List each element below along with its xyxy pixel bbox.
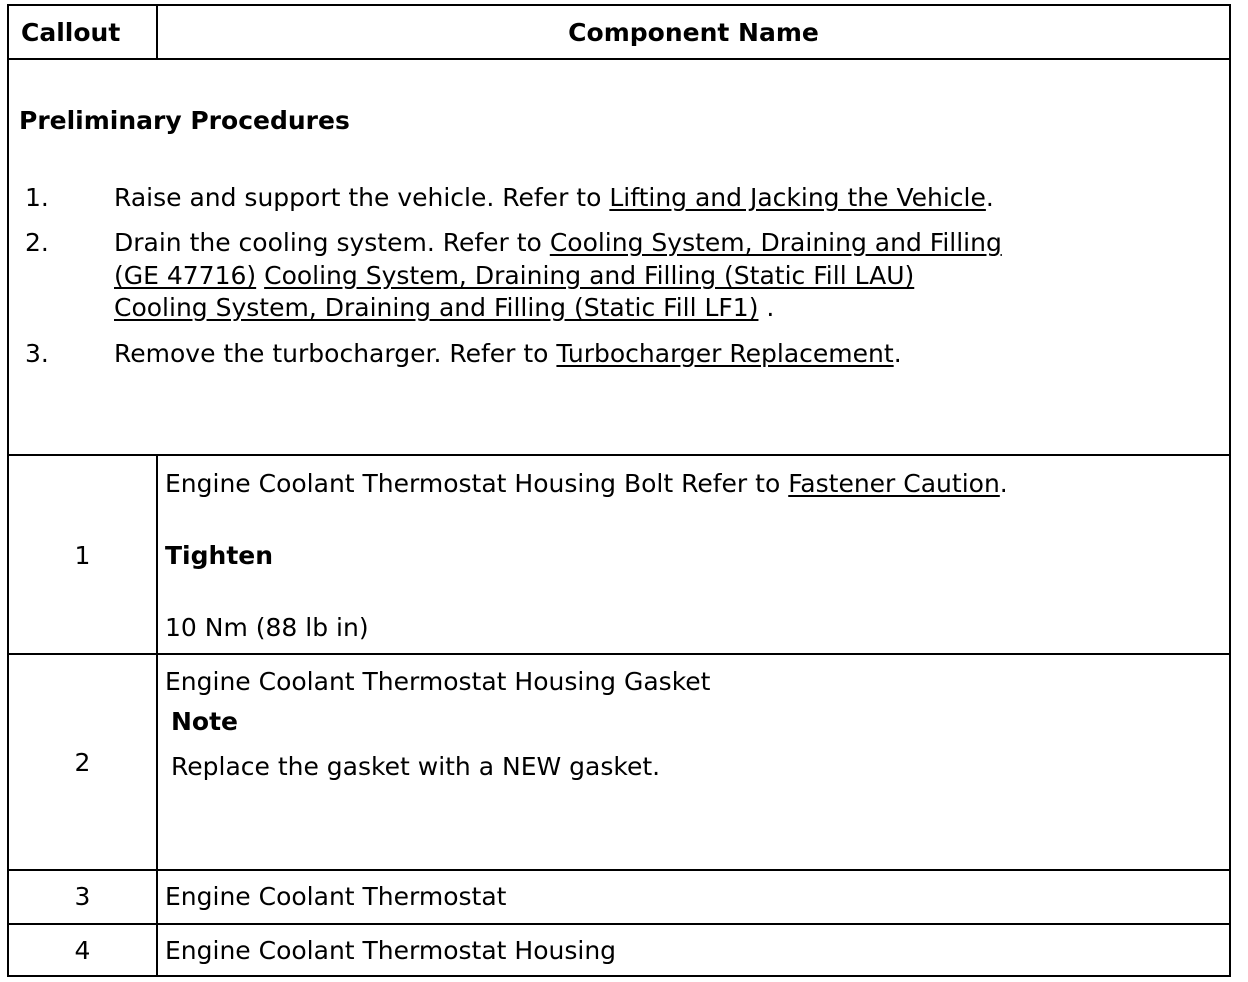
step-2-line-3 — [114, 293, 774, 322]
step-number-2: 2. — [25, 228, 49, 257]
step-2-line-1 — [114, 228, 1002, 257]
step-3-text: Remove the turbocharger. Refer to — [114, 339, 557, 368]
row-1-name-text: Engine Coolant Thermostat Housing Bolt Refer to — [165, 469, 789, 498]
note-text: Replace the gasket with a NEW gasket. — [171, 752, 661, 781]
callout-1: 1 — [74, 541, 91, 570]
component-table — [7, 4, 1231, 977]
step-1 — [114, 183, 994, 212]
callout-3: 3 — [74, 882, 91, 911]
header-component-name: Component Name — [568, 18, 819, 47]
header-callout: Callout — [21, 18, 121, 47]
divider-row-2 — [9, 869, 1229, 871]
note-label: Note — [171, 707, 239, 736]
column-divider-header — [156, 6, 158, 58]
row-3-name: Engine Coolant Thermostat — [165, 882, 507, 911]
divider-row-3 — [9, 923, 1229, 925]
row-1-name — [165, 469, 1008, 498]
step-3 — [114, 339, 902, 368]
link-fastener-caution[interactable]: Fastener Caution — [788, 469, 1000, 498]
link-cooling-system-lf1[interactable]: Cooling System, Draining and Filling (Static Fill LF1) — [114, 293, 759, 322]
step-2-line-2 — [114, 261, 914, 290]
step-2-end: . — [758, 293, 775, 322]
row-1-name-end: . — [999, 469, 1008, 498]
step-3-end: . — [893, 339, 902, 368]
preliminary-heading: Preliminary Procedures — [19, 106, 350, 135]
step-number-1: 1. — [25, 183, 49, 212]
row-2-name: Engine Coolant Thermostat Housing Gasket — [165, 667, 711, 696]
divider-row-1 — [9, 653, 1229, 655]
column-divider-body — [156, 454, 158, 975]
step-1-end: . — [985, 183, 994, 212]
step-1-text: Raise and support the vehicle. Refer to — [114, 183, 610, 212]
step-2-text: Drain the cooling system. Refer to — [114, 228, 550, 257]
torque-spec: 10 Nm (88 lb in) — [165, 613, 369, 642]
link-cooling-system-ge47716-b[interactable]: (GE 47716) — [114, 261, 257, 290]
link-turbocharger-replacement[interactable]: Turbocharger Replacement — [556, 339, 894, 368]
tighten-label: Tighten — [165, 541, 274, 570]
divider-header — [9, 58, 1229, 60]
link-lifting-jacking[interactable]: Lifting and Jacking the Vehicle — [609, 183, 986, 212]
callout-4: 4 — [74, 936, 91, 965]
row-4-name: Engine Coolant Thermostat Housing — [165, 936, 617, 965]
callout-2: 2 — [74, 748, 91, 777]
link-cooling-system-ge47716-a[interactable]: Cooling System, Draining and Filling — [549, 228, 1002, 257]
divider-preliminary — [9, 454, 1229, 456]
link-cooling-system-lau[interactable]: Cooling System, Draining and Filling (Static Fill LAU) — [264, 261, 915, 290]
step-number-3: 3. — [25, 339, 49, 368]
